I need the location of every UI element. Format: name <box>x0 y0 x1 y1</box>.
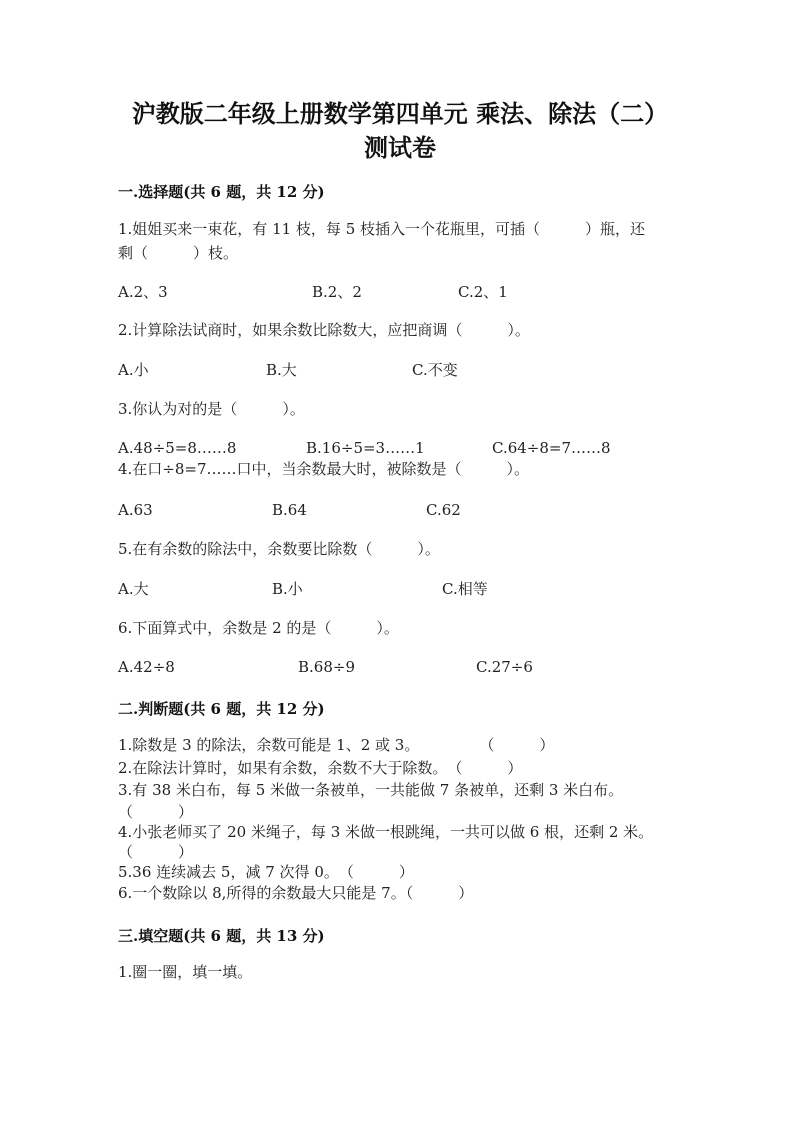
option-a: A.48÷5=8……8 <box>118 439 237 457</box>
judgment-answer-blank: （ ） <box>118 843 194 861</box>
option-c: C.相等 <box>442 580 488 598</box>
question-stem: 4.在口÷8=7……口中，当余数最大时，被除数是（ ）。 <box>118 460 530 478</box>
option-b: B.大 <box>266 361 297 379</box>
option-b: B.68÷9 <box>298 658 355 676</box>
option-a: A.大 <box>118 580 149 598</box>
option-c: C.27÷6 <box>476 658 533 676</box>
question-stem: 1.姐姐买来一束花，有 11 枝，每 5 枝插入一个花瓶里，可插（ ）瓶，还 <box>118 220 646 238</box>
document-subtitle: 测试卷 <box>364 133 436 162</box>
option-b: B.2、2 <box>312 283 362 301</box>
judgment-answer-blank: （ ） <box>118 803 194 821</box>
judgment-item: 1.除数是 3 的除法，余数可能是 1、2 或 3。 （ ） <box>118 736 555 754</box>
option-c: C.62 <box>426 501 461 519</box>
section-heading-choice: 一.选择题(共 6 题，共 12 分) <box>118 183 325 201</box>
option-b: B.小 <box>272 580 303 598</box>
question-stem: 6.下面算式中，余数是 2 的是（ ）。 <box>118 619 399 637</box>
option-a: A.63 <box>118 501 153 519</box>
option-a: A.2、3 <box>118 283 168 301</box>
judgment-item: 4.小张老师买了 20 米绳子，每 3 米做一根跳绳，一共可以做 6 根，还剩 2 米。 <box>118 823 654 841</box>
judgment-item: 3.有 38 米白布，每 5 米做一条被单，一共能做 7 条被单，还剩 3 米白布。 <box>118 781 624 799</box>
document-title: 沪教版二年级上册数学第四单元 乘法、除法（二） <box>131 99 669 128</box>
option-a: A.小 <box>118 361 149 379</box>
option-c: C.2、1 <box>458 283 508 301</box>
option-c: C.不变 <box>412 361 458 379</box>
question-stem: 剩（ ）枝。 <box>118 244 239 262</box>
section-heading-true-false: 二.判断题(共 6 题，共 12 分) <box>118 700 325 718</box>
question-stem: 3.你认为对的是（ ）。 <box>118 400 305 418</box>
option-b: B.64 <box>272 501 307 519</box>
judgment-item: 6.一个数除以 8,所得的余数最大只能是 7。（ ） <box>118 884 474 902</box>
option-a: A.42÷8 <box>118 658 175 676</box>
fill-blank-item: 1.圈一圈，填一填。 <box>118 963 253 981</box>
option-b: B.16÷5=3……1 <box>306 439 425 457</box>
judgment-item: 5.36 连续减去 5，减 7 次得 0。 （ ） <box>118 863 414 881</box>
option-c: C.64÷8=7……8 <box>492 439 611 457</box>
judgment-item: 2.在除法计算时，如果有余数，余数不大于除数。 （ ） <box>118 759 523 777</box>
question-stem: 5.在有余数的除法中，余数要比除数（ ）。 <box>118 540 440 558</box>
section-heading-fill-blank: 三.填空题(共 6 题，共 13 分) <box>118 927 325 945</box>
question-stem: 2.计算除法试商时，如果余数比除数大，应把商调（ ）。 <box>118 321 530 339</box>
